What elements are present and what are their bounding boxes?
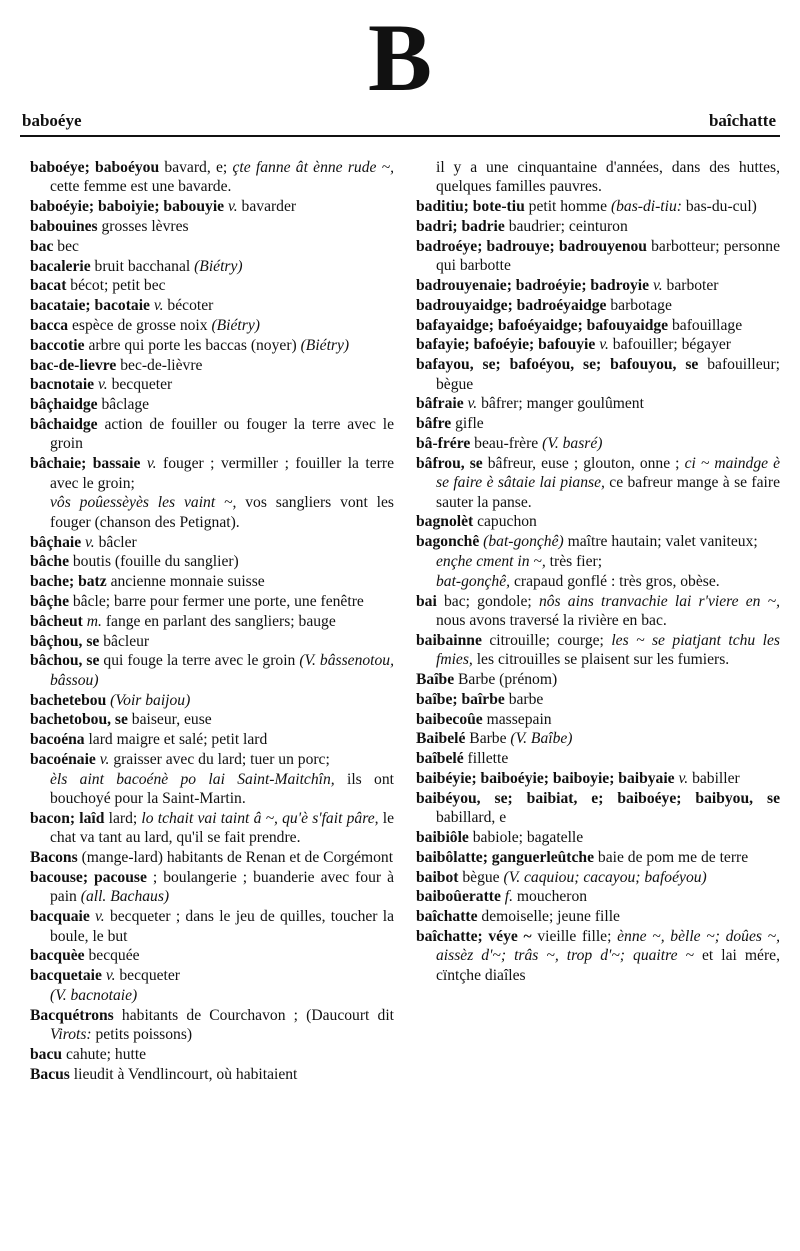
entry-headword: bacataie; bacotaie [30,297,150,315]
dictionary-entry [30,868,394,907]
entry-headword: baibéyie; baiboéyie; baiboyie; baibyaie [416,769,675,787]
entry-definition: (mange-lard) habitants de Renan et de Corgémont [77,849,394,867]
entry-definition: bâcle; barre pour fermer une porte, une fenêtre [68,592,364,610]
entry-example: (Biétry) [194,257,243,275]
entry-definition: babillard, e [436,809,507,827]
entry-example: v. [85,533,95,551]
dictionary-entry [30,375,394,394]
dictionary-entry [416,434,780,453]
dictionary-entry [30,612,394,631]
entry-definition: gifle [451,415,484,433]
dictionary-entry [416,512,780,531]
entry-definition: bafouilleur; bègue [436,356,780,393]
dictionary-entry [30,237,394,256]
dictionary-entry [416,197,780,216]
entry-definition: bruit bacchanal [90,257,195,275]
dictionary-entry [416,355,780,394]
entry-definition: action de fouiller ou fouger la terre avec le groin [50,415,394,453]
dictionary-entry [416,276,780,295]
entry-example: v. [99,750,110,768]
entry-example: (all. Bachaus) [80,888,170,906]
entry-translation: cette femme est une bavarde. [50,178,232,196]
entry-definition: bègue [458,868,504,886]
entry-headword: bâche [30,553,69,571]
entry-headword: bacquaie [30,908,90,926]
dictionary-entry [30,750,394,769]
entry-translation: bâfrer; manger goulûment [477,395,644,413]
entry-headword: bacquèe [30,947,85,965]
dictionary-entry [30,356,394,375]
dictionary-entry [30,770,394,809]
entry-headword: bacquetaie [30,967,102,985]
entry-headword: bacoéna [30,731,85,749]
entry-headword: baîchatte [416,908,478,926]
entry-headword: bâçhe [30,592,69,610]
entry-headword: bâfre [416,415,452,433]
entry-example: (V. bâssenotou, bâssou) [50,652,394,689]
entry-translation: bavarder [237,198,297,216]
dictionary-entry [416,927,780,985]
entry-definition: barbe [504,690,544,708]
entry-definition: bec-de-lièvre [116,356,203,374]
dictionary-entry [416,454,780,512]
entry-example: nôs ains tranvachie lai r'viere en ~, [538,592,780,610]
entry-headword: bâchou, se [30,652,100,670]
dictionary-entry [30,691,394,710]
entry-example: (bat-gonçhê) [483,533,564,551]
entry-example: m. [86,612,102,630]
dictionary-entry [30,316,394,335]
entry-headword: Baibelé [416,730,466,748]
entry-headword: baditiu; bote-tiu [416,198,525,216]
entry-translation: petits poissons) [91,1026,193,1044]
entry-definition: baiseur, euse [127,711,212,729]
entry-headword: badri; badrie [416,218,505,235]
entry-headword: bâfraie [416,395,464,413]
dictionary-entry [416,316,780,335]
entry-definition: massepain [482,710,552,728]
dictionary-entry [416,769,780,788]
entry-example: vôs poûessèyès les vaint ~, [50,494,237,512]
entry-headword: bâcheut [30,612,83,630]
entry-definition: bâfreur, euse ; glouton, onne ; [482,454,685,472]
dictionary-entry [416,237,780,276]
entry-translation: crapaud gonflé : très gros, obèse. [510,572,720,590]
entry-translation: graisser avec du lard; tuer un porc; [109,750,330,768]
entry-definition: espèce de grosse noix [68,316,212,334]
dictionary-entry [416,552,780,571]
dictionary-entry [416,592,780,631]
entry-headword: babouines [30,218,98,235]
entry-example: bat-gonçhê, [436,572,511,590]
entry-example: v. [98,376,108,394]
entry-headword: bac-de-lievre [30,356,117,374]
entry-headword: bac [30,237,54,255]
entry-example: (V. basré) [542,434,603,452]
entry-example: (bas-di-tiu: [610,198,682,216]
entry-definition: barbotage [606,296,672,314]
entry-example: çte fanne ât ènne rude ~, [232,159,395,176]
entry-translation: bas-du-cul) [681,198,757,216]
section-letter: B [367,4,433,111]
entry-example: v. [153,297,164,315]
entry-headword: baibot [416,868,459,886]
entry-example: f. [504,888,514,906]
entry-translation: bâcler [94,533,137,551]
dictionary-entry [30,651,394,690]
entry-example: v. [95,908,105,926]
dictionary-entry [30,848,394,867]
dictionary-entry [416,710,780,729]
entry-definition: bac; gondole; [436,592,539,610]
entry-example: (V. bacnotaie) [50,986,138,1004]
entry-translation: babiller [688,769,740,787]
entry-headword: bâçhaidge [30,396,98,414]
entry-headword: baboéyie; baboiyie; babouyie [30,198,225,216]
entry-definition: bavard, e; [159,159,233,176]
entry-headword: bâçhou, se [30,632,100,650]
entry-translation: très fier; [545,552,603,570]
dictionary-entry [30,907,394,946]
dictionary-entry [30,986,394,1005]
dictionary-entry [30,395,394,414]
entry-headword: bafayaidge; bafoéyaidge; bafouyaidge [416,316,669,334]
dictionary-entry [30,415,394,454]
dictionary-entry [416,868,780,887]
header-rule [20,135,780,137]
dictionary-entry [416,631,780,670]
entry-headword: baîbelé [416,750,464,768]
entry-definition: citrouille; courge; [481,631,612,649]
entry-translation: becqueter ; dans le jeu de quilles, toucher la boule, le but [50,908,394,945]
dictionary-entry [416,789,780,828]
entry-headword: bacoénaie [30,750,96,768]
dictionary-entry [30,966,394,985]
dictionary-entry [30,1065,394,1084]
entry-definition: petit homme [524,198,611,216]
entry-definition: il y a une cinquantaine d'années, dans des huttes, quelques familles pauvres. [436,159,780,196]
entry-definition: habitants de Courchavon ; (Daucourt dit [113,1006,394,1024]
dictionary-entry [30,454,394,493]
entry-headword: Bacquétrons [30,1006,114,1024]
dictionary-entry [30,809,394,848]
entry-headword: baibéyou, se; baibiat, e; baiboéye; baibyou, se [416,789,780,807]
entry-example: v. [652,277,663,294]
entry-example: v. [105,967,116,985]
dictionary-entry [416,848,780,867]
entry-definition: bâclage [97,396,150,414]
dictionary-entry [30,296,394,315]
entry-definition: lard; [104,809,142,827]
dictionary-entry [30,710,394,729]
entry-example: ènne ~, bèlle ~; doûes ~, aissèz d'~; trâs ~, trop d'~; quaitre ~ [436,927,780,965]
entry-translation: maître hautain; valet vaniteux; [563,533,758,551]
entry-definition: Barbe [465,730,511,748]
entry-headword: bagnolèt [416,513,474,531]
entry-example: (V. caquiou; cacayou; bafoéyou) [503,868,707,886]
entry-headword: bâ-frére [416,434,471,452]
entry-translation: les citrouilles se plaisent sur les fumiers. [472,651,730,669]
dictionary-entry [30,493,394,532]
entry-translation: bécoter [163,297,214,315]
entry-definition: boutis (fouille du sanglier) [68,553,239,571]
entry-headword: baboéye; baboéyou [30,159,160,176]
entry-headword: badrouyenaie; badroéyie; badroyie [416,277,650,294]
entry-translation: et lai mére, cïntçhe diaîles [436,947,780,984]
entry-headword: bacon; laîd [30,809,105,827]
entry-headword: badrouyaidge; badroéyaidge [416,296,607,314]
dictionary-entry [30,217,394,236]
entry-definition: cahute; hutte [62,1045,147,1063]
entry-headword: bâchaidge [30,415,98,433]
entry-headword: bacu [30,1045,63,1063]
entry-definition: baudrier; ceinturon [504,218,628,235]
dictionary-entry [30,257,394,276]
entry-headword: bachetebou [30,691,107,709]
entry-headword: bagonchê [416,533,480,551]
dictionary-entry [416,690,780,709]
entry-definition: bâcleur [99,632,150,650]
entry-example: Virots: [50,1026,92,1044]
entry-definition: lieudit à Vendlincourt, où habitaient [69,1065,298,1083]
entry-definition: grosses lèvres [97,218,189,235]
entry-headword: bâçhaie [30,533,82,551]
entry-headword: baibôlatte; ganguerleûtche [416,848,595,866]
entry-headword: Bacons [30,849,78,867]
entry-definition: baie de pom me de terre [594,848,749,866]
dictionary-entry [416,394,780,413]
dictionary-entry [30,276,394,295]
entry-definition: becquée [84,947,140,965]
running-header-right: baîchatte [708,111,776,130]
dictionary-entry [416,887,780,906]
dictionary-entry [416,158,780,197]
dictionary-entry [416,335,780,354]
dictionary-entry [416,572,780,591]
dictionary-entry [416,217,780,236]
dictionary-entry [30,1045,394,1064]
entry-headword: badroéye; badrouye; badrouyenou [416,237,647,255]
entry-example: èls aint bacoénè po lai Saint-Maitchîn, [50,770,335,788]
entry-definition: barbotteur; personne qui barbotte [436,237,780,275]
dictionary-entry [30,1006,394,1045]
entry-headword: bâfrou, se [416,454,483,472]
right-column [416,158,780,986]
dictionary-entry [30,336,394,355]
entry-headword: bâchaie; bassaie [30,455,141,473]
dictionary-entry [30,632,394,651]
entry-translation: le chat va tant au lard, qu'il se fait prendre. [50,809,395,847]
entry-example: v. [599,336,609,354]
entry-translation: ce bafreur mange à se faire sauter la panse. [436,474,780,511]
entry-translation: bafouiller; bégayer [608,336,731,354]
entry-definition: bec [53,237,79,255]
entry-example: ci ~ maindge è se faire è sâtaie lai pianse, [436,454,781,492]
entry-definition: ancienne monnaie suisse [106,573,265,591]
entry-example: lo tchait vai taint â ~, qu'è s'fait pâre, [141,809,379,827]
entry-example: v. [227,198,238,216]
entry-definition: fillette [463,750,509,768]
entry-example: (Biétry) [300,336,350,354]
entry-headword: baiboûeratte [416,888,501,906]
entry-example: v. [146,455,157,473]
entry-definition: beau-frère [470,434,543,452]
entry-translation: fange en parlant des sangliers; bauge [101,612,336,630]
entry-example: v. [678,769,689,787]
entry-definition: arbre qui porte les baccas (noyer) [84,336,301,354]
entry-headword: Baîbe [416,670,455,688]
entry-headword: baccotie [30,336,85,354]
entry-definition: vieille fille; [531,927,618,945]
entry-example: (Voir baijou) [110,691,191,709]
entry-example: (V. Baîbe) [510,730,573,748]
entry-definition: qui fouge la terre avec le groin [99,652,300,670]
entry-translation: moucheron [513,888,588,906]
entry-headword: baibiôle [416,828,469,846]
running-header-left: baboéye [22,111,82,130]
entry-headword: baîchatte; véye ~ [416,927,532,945]
dictionary-entry [416,729,780,748]
entry-headword: bafayie; bafoéyie; bafouyie [416,336,596,354]
entry-translation: vos sangliers vont les fouger (chanson des Petignat). [50,494,395,531]
dictionary-entry [416,670,780,689]
dictionary-entry [416,532,780,551]
entry-headword: bacalerie [30,257,91,275]
entry-definition: bécot; petit bec [66,277,166,295]
entry-definition: ; boulangerie ; buanderie avec four à pain [50,868,395,906]
entry-headword: bacca [30,316,69,334]
entry-translation: ils ont bouchoyé pour la Saint-Martin. [50,770,394,808]
dictionary-entry [30,158,394,197]
dictionary-entry [416,414,780,433]
entry-headword: bai [416,592,437,610]
entry-example: v. [467,395,478,413]
entry-translation: barboter [662,277,719,294]
entry-headword: bachetobou, se [30,711,128,729]
dictionary-entry [30,730,394,749]
entry-definition: lard maigre et salé; petit lard [84,731,268,749]
entry-headword: baîbe; baîrbe [416,690,505,708]
entry-definition: Barbe (prénom) [454,670,558,688]
dictionary-entry [30,533,394,552]
entry-example: les ~ se piatjant tchu les fmies, [436,631,780,669]
entry-translation: becqueter [115,967,180,985]
dictionary-entry [30,552,394,571]
entry-example: ençhe cment in ~, [436,552,546,570]
entry-definition: babiole; bagatelle [468,828,584,846]
dictionary-entry [30,592,394,611]
entry-headword: bache; batz [30,573,107,591]
entry-translation: fouger ; vermiller ; fouiller la terre avec le groin; [50,455,394,492]
dictionary-entry [416,296,780,315]
entry-headword: baibecoûe [416,710,483,728]
entry-headword: bacouse; pacouse [30,868,147,886]
dictionary-entry [30,572,394,591]
entry-headword: bafayou, se; bafoéyou, se; bafouyou, se [416,356,699,374]
entry-headword: Bacus [30,1065,70,1083]
dictionary-entry [416,749,780,768]
dictionary-entry [30,197,394,216]
dictionary-entry [30,946,394,965]
entry-definition: capuchon [473,513,537,531]
entry-headword: baibainne [416,631,482,649]
entry-example: (Biétry) [211,316,260,334]
left-column [30,158,394,1085]
entry-definition: bafouillage [668,316,743,334]
entry-translation: becqueter [107,376,173,394]
entry-headword: bacat [30,277,67,295]
dictionary-entry [416,907,780,926]
entry-headword: bacnotaie [30,376,95,394]
dictionary-entry [416,828,780,847]
entry-definition: demoiselle; jeune fille [477,908,620,926]
entry-translation: nous avons traversé la rivière en bac. [436,611,667,629]
